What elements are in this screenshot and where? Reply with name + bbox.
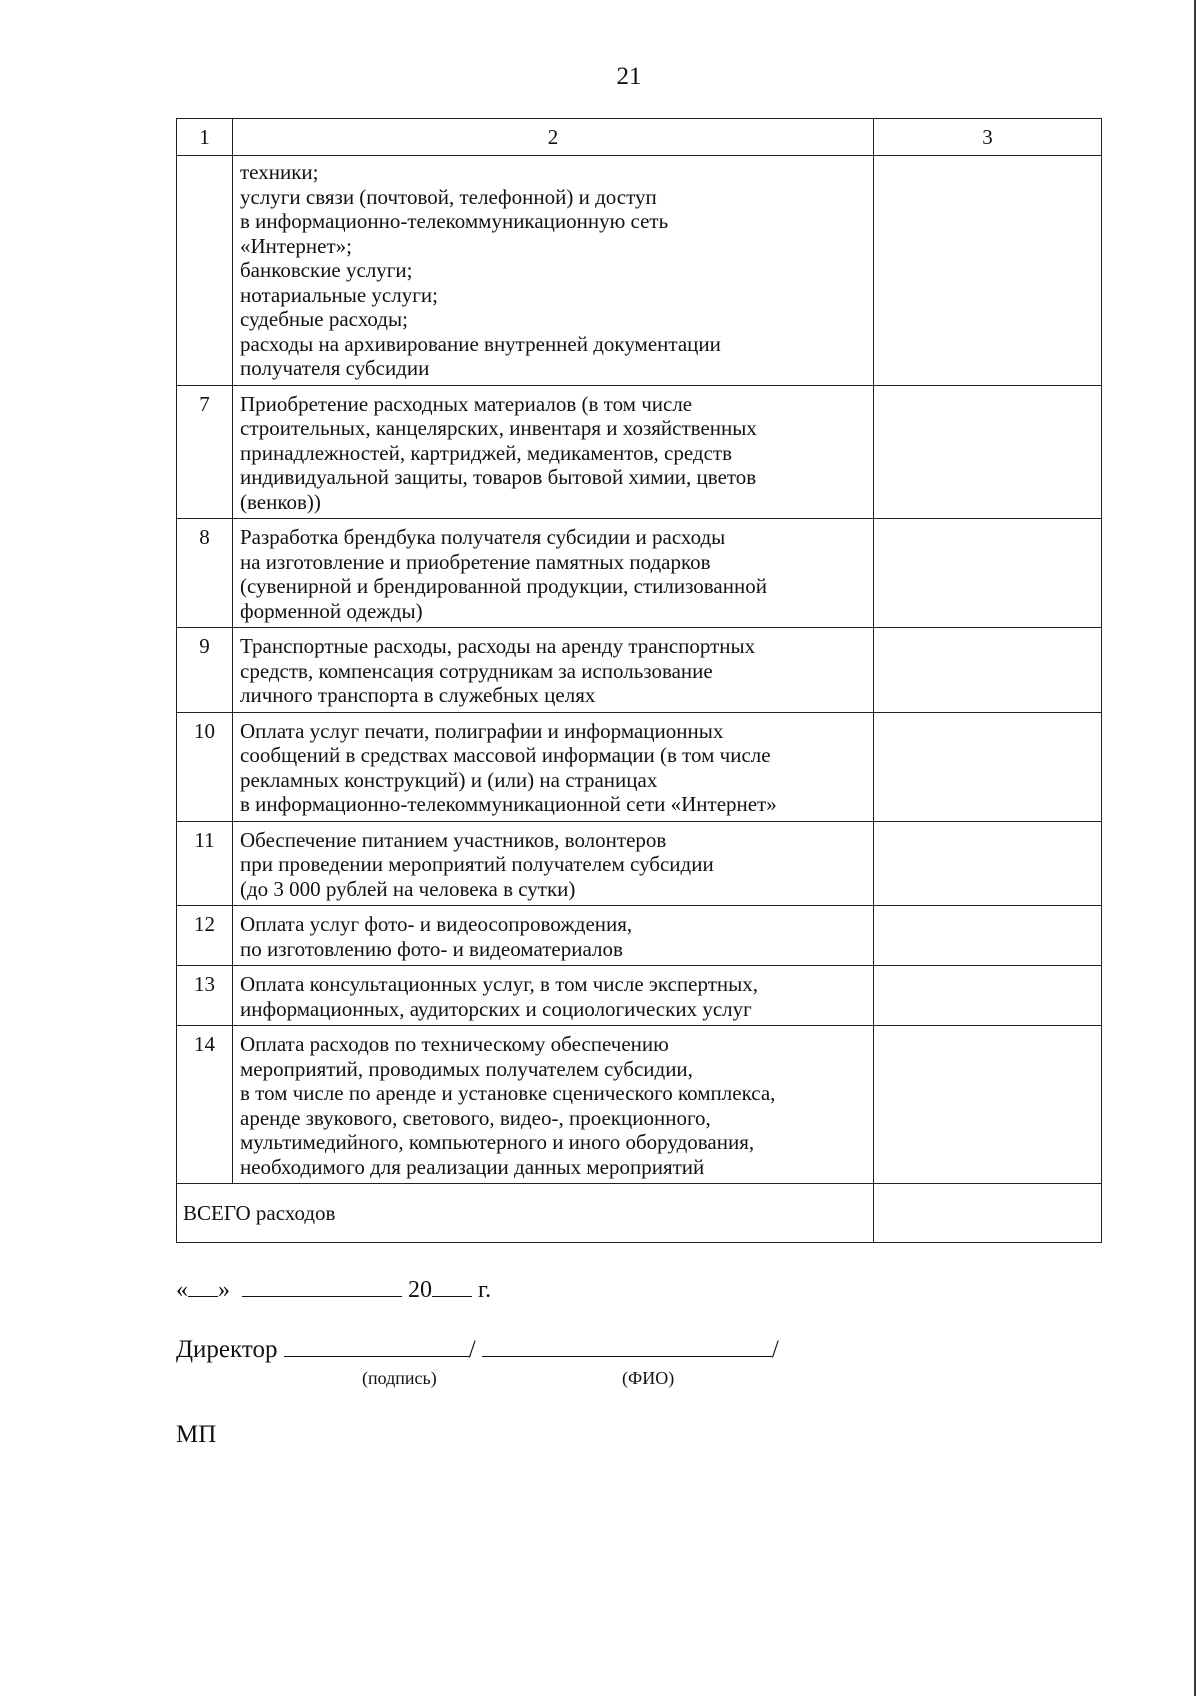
row-description: Приобретение расходных материалов (в том числе строительных, канцелярских, инвентаря и хозяйственных принадлежностей, картриджей, медикаментов, средств индивидуальной защиты, товаров бытовой химии, цветов (венков)) xyxy=(233,385,874,519)
month-blank xyxy=(242,1274,402,1297)
row-amount xyxy=(874,966,1102,1026)
table-row xyxy=(177,519,1102,628)
table-row xyxy=(177,156,1102,386)
date-line xyxy=(176,1274,491,1305)
table-header-row xyxy=(177,119,1102,156)
header-cell-number: 1 xyxy=(177,119,233,156)
row-number xyxy=(177,156,233,386)
table-row xyxy=(177,628,1102,713)
row-number: 7 xyxy=(177,385,233,519)
signature-blank xyxy=(284,1334,469,1357)
header-cell-amount: 3 xyxy=(874,119,1102,156)
header-cell-description: 2 xyxy=(233,119,874,156)
row-number: 11 xyxy=(177,821,233,906)
row-amount xyxy=(874,385,1102,519)
day-blank xyxy=(188,1274,218,1297)
row-amount xyxy=(874,156,1102,386)
year-prefix: 20 xyxy=(408,1277,432,1303)
row-amount xyxy=(874,519,1102,628)
row-number: 13 xyxy=(177,966,233,1026)
table-row xyxy=(177,821,1102,906)
row-amount xyxy=(874,821,1102,906)
date-open-quote: « xyxy=(176,1277,188,1303)
row-amount xyxy=(874,1026,1102,1184)
table-row xyxy=(177,906,1102,966)
signature-end-separator: / xyxy=(771,1336,779,1363)
row-description: Обеспечение питанием участников, волонтеров при проведении мероприятий получателем субсидии (до 3 000 рублей на человека в сутки) xyxy=(233,821,874,906)
row-number: 10 xyxy=(177,712,233,821)
date-close-quote: » xyxy=(218,1277,230,1303)
stamp-label: МП xyxy=(176,1421,217,1448)
row-number: 8 xyxy=(177,519,233,628)
row-amount xyxy=(874,712,1102,821)
name-caption: (ФИО) xyxy=(622,1368,675,1388)
total-label: ВСЕГО расходов xyxy=(177,1184,874,1243)
row-description: техники; услуги связи (почтовой, телефонной) и доступ в информационно-телекоммуникационную сеть «Интернет»; банковские услуги; нотариальные услуги; судебные расходы; расходы на архивирование внутренней документации получателя субсидии xyxy=(233,156,874,386)
row-number: 14 xyxy=(177,1026,233,1184)
year-suffix: г. xyxy=(478,1277,492,1303)
expense-table-container xyxy=(176,118,1101,1243)
name-blank xyxy=(482,1334,772,1357)
table-row xyxy=(177,712,1102,821)
year-blank xyxy=(432,1274,472,1297)
signature-line xyxy=(176,1334,779,1365)
signature-separator: / xyxy=(468,1336,476,1363)
row-number: 9 xyxy=(177,628,233,713)
director-label: Директор xyxy=(176,1336,278,1363)
total-row xyxy=(177,1184,1102,1243)
row-description: Оплата услуг фото- и видеосопровождения, по изготовлению фото- и видеоматериалов xyxy=(233,906,874,966)
row-description: Оплата услуг печати, полиграфии и информационных сообщений в средствах массовой информации (в том числе рекламных конструкций) и (или) на страницах в информационно-телекоммуникационной сети «Интернет» xyxy=(233,712,874,821)
page-number: 21 xyxy=(616,63,642,90)
row-number: 12 xyxy=(177,906,233,966)
expense-table xyxy=(176,118,1102,1243)
table-row xyxy=(177,966,1102,1026)
page-edge xyxy=(1194,0,1196,1696)
table-row xyxy=(177,385,1102,519)
row-amount xyxy=(874,628,1102,713)
total-amount xyxy=(874,1184,1102,1243)
row-description: Разработка брендбука получателя субсидии и расходы на изготовление и приобретение памятных подарков (сувенирной и брендированной продукции, стилизованной форменной одежды) xyxy=(233,519,874,628)
row-description: Транспортные расходы, расходы на аренду транспортных средств, компенсация сотрудникам за использование личного транспорта в служебных целях xyxy=(233,628,874,713)
row-description: Оплата консультационных услуг, в том числе экспертных, информационных, аудиторских и социологических услуг xyxy=(233,966,874,1026)
row-amount xyxy=(874,906,1102,966)
row-description: Оплата расходов по техническому обеспечению мероприятий, проводимых получателем субсидии, в том числе по аренде и установке сценического комплекса, аренде звукового, светового, видео-, проекционного, мультимедийного, компьютерного и иного оборудования, необходимого для реализации данных мероприятий xyxy=(233,1026,874,1184)
table-row xyxy=(177,1026,1102,1184)
expense-table-body xyxy=(177,119,1102,1243)
signature-caption: (подпись) xyxy=(362,1368,437,1388)
